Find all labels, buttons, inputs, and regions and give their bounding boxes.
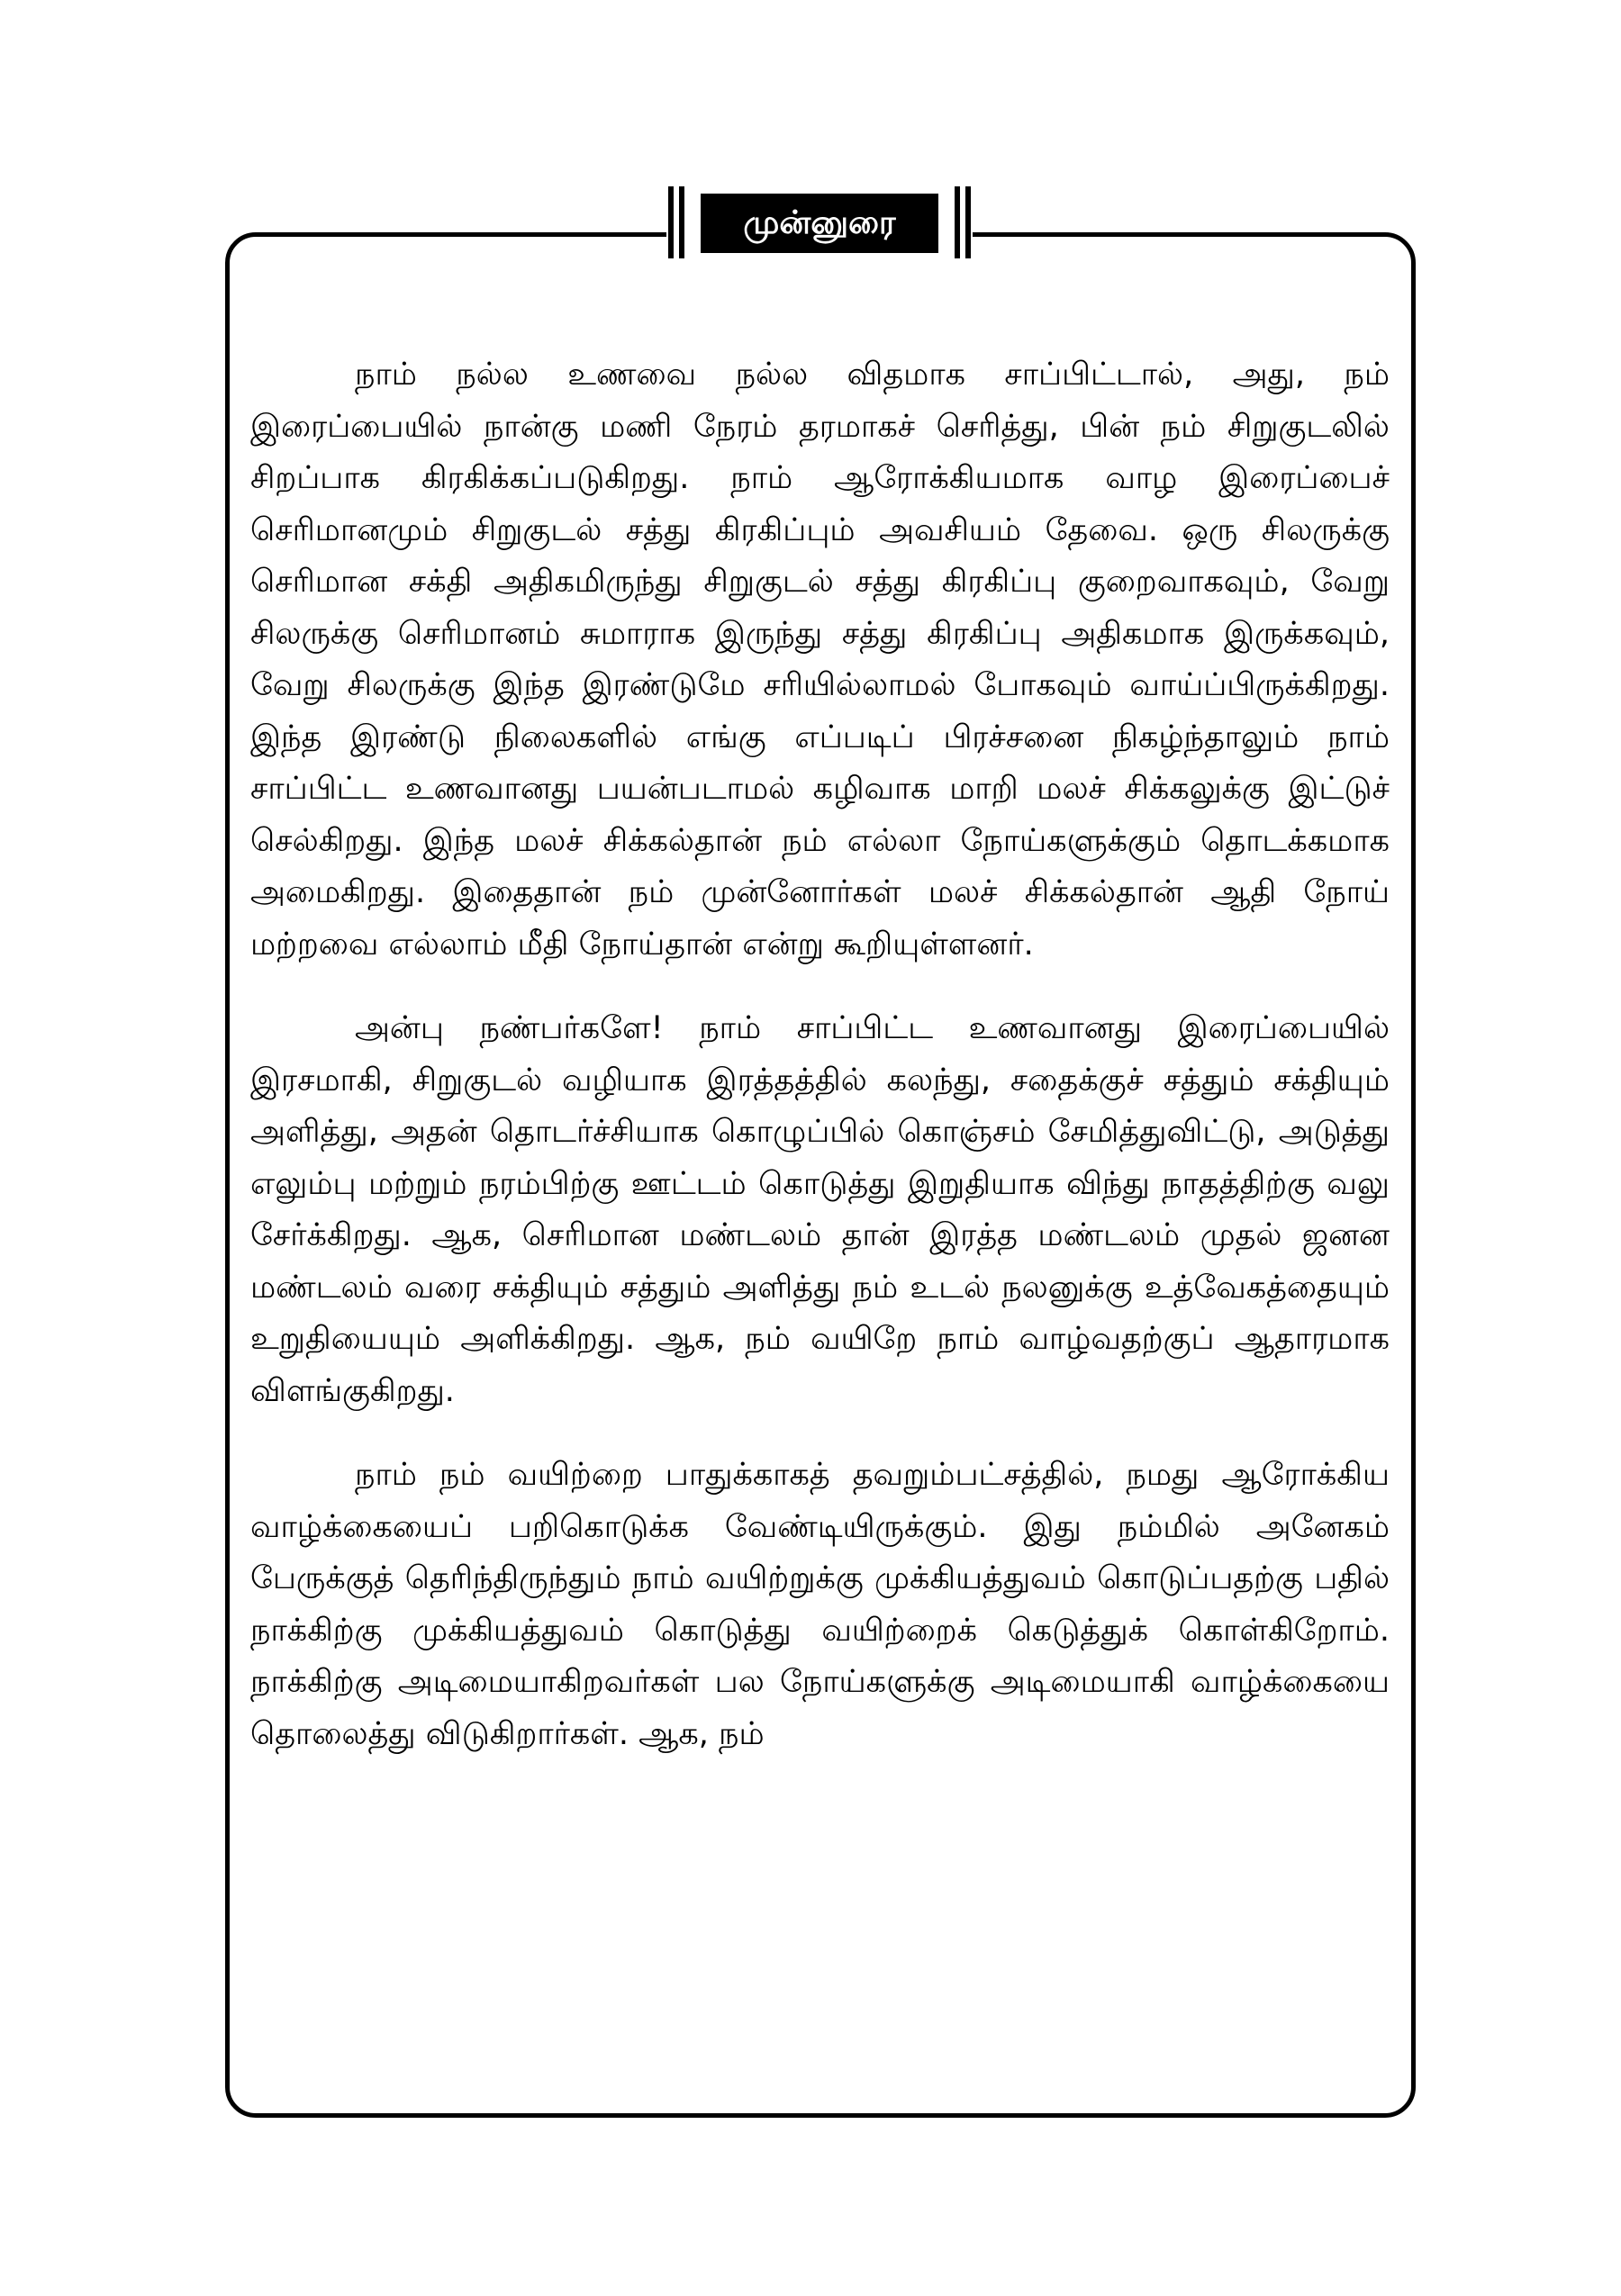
- paragraph-1: நாம் நல்ல உணவை நல்ல விதமாக சாப்பிட்டால், அது, நம் இரைப்பையில் நான்கு மணி நேரம் தரமாகச் செரித்து, பின் நம் சிறுகுடலில் சிறப்பாக கிரகிக்கப்படுகிறது. நாம் ஆரோக்கியமாக வாழ இரைப்பைச் செரிமானமும் சிறுகுடல் சத்து கிரகிப்பும் அவசியம் தேவை. ஒரு சிலருக்கு செரிமான சக்தி அதிகமிருந்து சிறுகுடல் சத்து கிரகிப்பு குறைவாகவும், வேறு சிலருக்கு செரிமானம் சுமாராக இருந்து சத்து கிரகிப்பு அதிகமாக இருக்கவும், வேறு சிலருக்கு இந்த இரண்டுமே சரியில்லாமல் போகவும் வாய்ப்பிருக்கிறது. இந்த இரண்டு நிலைகளில் எங்கு எப்படிப் பிரச்சனை நிகழ்ந்தாலும் நாம் சாப்பிட்ட உணவானது பயன்படாமல் கழிவாக மாறி மலச் சிக்கலுக்கு இட்டுச் செல்கிறது. இந்த மலச் சிக்கல்தான் நம் எல்லா நோய்களுக்கும் தொடக்கமாக அமைகிறது. இதைதான் நம் முன்னோர்கள் மலச் சிக்கல்தான் ஆதி நோய் மற்றவை எல்லாம் மீதி நோய்தான் என்று கூறியுள்ளனர்.: [250, 357, 1390, 963]
- paragraph-2: அன்பு நண்பர்களே! நாம் சாப்பிட்ட உணவானது இரைப்பையில் இரசமாகி, சிறுகுடல் வழியாக இரத்தத்தில் கலந்து, சதைக்குச் சத்தும் சக்தியும் அளித்து, அதன் தொடர்ச்சியாக கொழுப்பில் கொஞ்சம் சேமித்துவிட்டு, அடுத்து எலும்பு மற்றும் நரம்பிற்கு ஊட்டம் கொடுத்து இறுதியாக விந்து நாதத்திற்கு வலு சேர்க்கிறது. ஆக, செரிமான மண்டலம் தான் இரத்த மண்டலம் முதல் ஜனன மண்டலம் வரை சக்தியும் சத்தும் அளித்து நம் உடல் நலனுக்கு உத்வேகத்தையும் உறுதியையும் அளிக்கிறது. ஆக, நம் வயிறே நாம் வாழ்வதற்குப் ஆதாரமாக விளங்குகிறது.: [250, 1010, 1390, 1409]
- title-bar-left-inner: [679, 186, 684, 258]
- title-bar-left-outer: [668, 186, 674, 258]
- paragraph-3: நாம் நம் வயிற்றை பாதுக்காகத் தவறும்பட்சத்தில், நமது ஆரோக்கிய வாழ்க்கையைப் பறிகொடுக்க வேண்டியிருக்கும். இது நம்மில் அனேகம் பேருக்குத் தெரிந்திருந்தும் நாம் வயிற்றுக்கு முக்கியத்துவம் கொடுப்பதற்கு பதில் நாக்கிற்கு முக்கியத்துவம் கொடுத்து வயிற்றைக் கெடுத்துக் கொள்கிறோம். நாக்கிற்கு அடிமையாகிறவர்கள் பல நோய்களுக்கு அடிமையாகி வாழ்க்கையை தொலைத்து விடுகிறார்கள். ஆக, நம்: [250, 1457, 1390, 1752]
- body-text: [250, 349, 1390, 1793]
- page-title: முன்னுரை: [701, 194, 938, 253]
- title-bar-right-inner: [955, 186, 960, 258]
- title-banner: [0, 186, 1621, 285]
- title-bar-right-outer: [965, 186, 971, 258]
